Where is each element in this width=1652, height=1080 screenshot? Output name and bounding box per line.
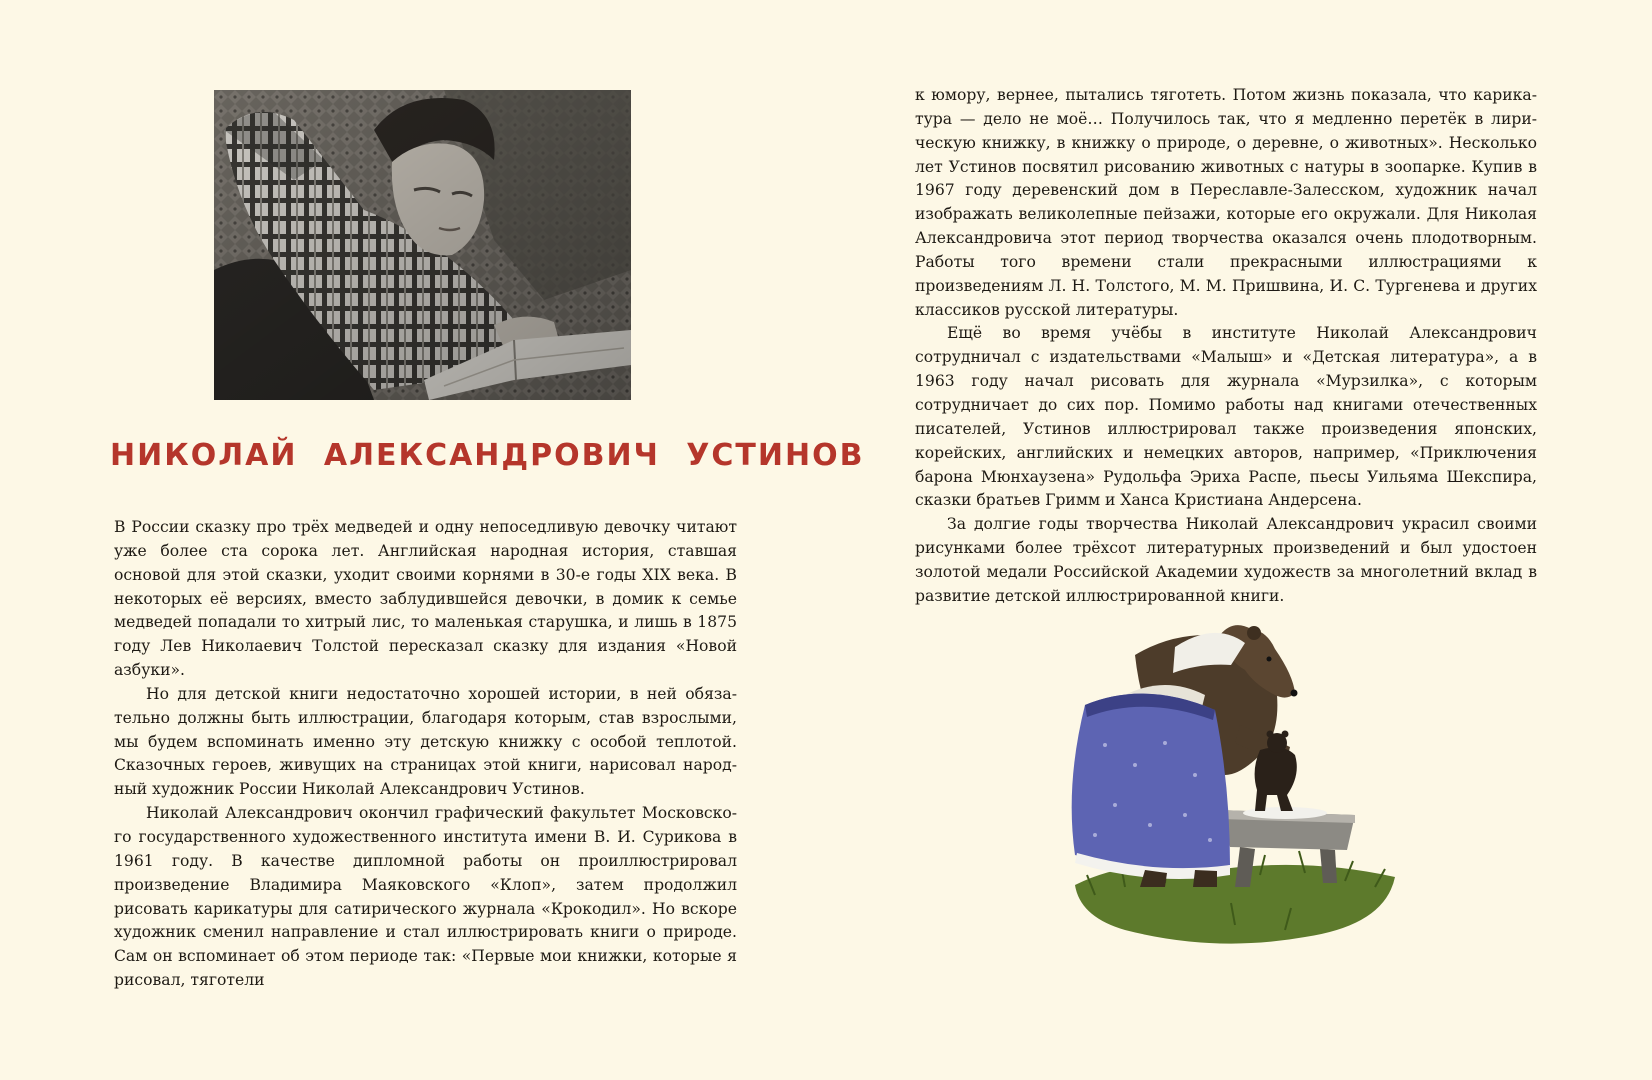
left-text-column (114, 516, 737, 993)
page-title: НИКОЛАЙ АЛЕКСАНДРОВИЧ УСТИНОВ (110, 438, 865, 473)
paragraph: Ещё во время учёбы в институте Николай Александрович сотрудничал с издательствами «Малыш» и «Детская литература», а в 1963 году начал рисовать для журнала «Мурзилка», с которым сотрудничает до сих пор. Помимо работы над книгами отечественных писателей, Устинов иллюстрировал также произведения японских, корейских, английских и немецких авторов, например, «Приключения барона Мюнхаузена» Рудольфа Эриха Распе, пьесы Уильяма Шекспира, сказки братьев Гримм и Ханса Кристиана Андерсена. (915, 324, 1537, 510)
paragraph: В России сказку про трёх медведей и одну непоседливую девочку читают уже более ста сорока лет. Английская народная история, ставшая основой для этой сказки, уходит своими корнями в 30-е годы XIX века. В некоторых её версиях, вместо заблудившейся девочки, в домик к семье медведей попадали то хитрый лис, то маленькая старушка, и лишь в 1875 году Лев Николаевич Толстой пересказал сказку для издания «Новой азбуки». (114, 518, 737, 680)
boy-reading-photo-icon (214, 90, 631, 400)
paragraph: к юмору, вернее, пытались тяготеть. Потом жизнь показала, что карикатура — дело не моё… Получилось так, что я медленно перетёк в лирическую книжку, в книжку о природе, о деревне, о животных». Несколько лет Устинов посвятил рисованию животных с натуры в зоопарке. Купив в 1967 году деревенский дом в Переславле-Залесском, художник начал изображать великолепные пейзажи, которые его окружали. Для Николая Александровича этот период творчества оказался очень плодотворным. Работы того времени стали прекрасными иллюстрациями к произведениям Л. Н. Толстого, М. М. Пришвина, И. С. Тургенева и других классиков русской литературы. (915, 86, 1537, 319)
paragraph: Но для детской книги недостаточно хорошей истории, в ней обязательно должны быть иллюстрации, благодаря которым, став взрослыми, мы будем вспоминать именно эту детскую книжку с особой теплотой. Сказочных героев, живущих на страницах этой книги, нарисовал народный художник России Николай Александрович Устинов. (114, 684, 737, 799)
illustration (1055, 625, 1415, 970)
paragraph: Николай Александрович окончил графический факультет Московского государственного художественного института имени В. И. Сурикова в 1961 году. В качестве дипломной работы он проиллюстрировал произведение Владимира Маяковского «Клоп», затем продолжил рисовать карикатуры для сатирического журнала «Крокодил». Но вскоре художник сменил направление и стал иллюстрировать книги о природе. Сам он вспоминает об этом периоде так: «Первые мои книжки, которые я рисовал, тяготели (114, 804, 737, 990)
paragraph: За долгие годы творчества Николай Александрович украсил своими рисунками более трёхсот литературных произведений и был удостоен золотой медали Российской Академии художеств за многолетний вклад в развитие детской иллюстрированной книги. (915, 515, 1537, 605)
bear-with-cub-illustration-icon (1055, 625, 1415, 970)
portrait-photo (214, 90, 631, 400)
right-text-column (915, 84, 1537, 609)
